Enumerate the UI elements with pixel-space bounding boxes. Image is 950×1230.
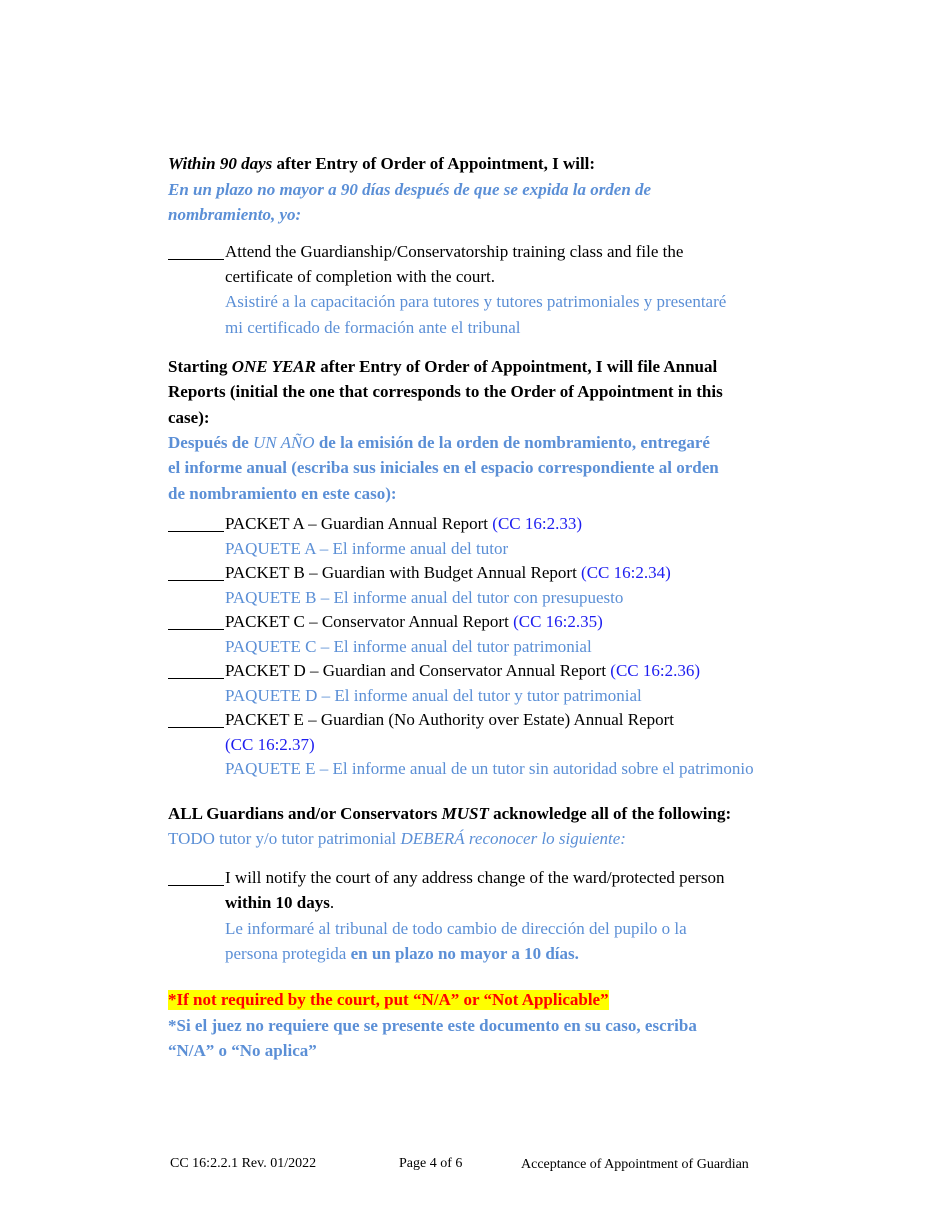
section2-heading-2: Reports (initial the one that corresponds to the Order of Appointment in this: [168, 382, 723, 401]
packet-e-cc: (CC 16:2.37): [225, 735, 315, 754]
initial-blank-training[interactable]: [168, 244, 224, 260]
initial-blank-packet-d[interactable]: [168, 663, 224, 679]
training-item-en-2: certificate of completion with the court.: [225, 267, 496, 286]
address-change-en-2: within 10 days.: [225, 893, 335, 912]
training-item-en-1: Attend the Guardianship/Conservatorship training class and file the: [225, 242, 684, 261]
packet-e-en: PACKET E – Guardian (No Authority over Estate) Annual Report: [225, 710, 675, 729]
packet-c-es: PAQUETE C – El informe anual del tutor patrimonial: [225, 637, 592, 656]
section2-heading-es-2: el informe anual (escriba sus iniciales en el espacio correspondiente al orden: [168, 458, 719, 477]
footer-page-number: Page 4 of 6: [399, 1156, 463, 1171]
section1-heading: Within 90 days after Entry of Order of Appointment, I will:: [168, 154, 596, 173]
packet-b-es: PAQUETE B – El informe anual del tutor con presupuesto: [225, 588, 624, 607]
packet-c-en: PACKET C – Conservator Annual Report (CC 16:2.35): [225, 612, 603, 631]
initial-blank-address-change[interactable]: [168, 870, 224, 886]
footer-form-id: CC 16:2.2.1 Rev. 01/2022: [170, 1156, 317, 1171]
section1-heading-es-1: En un plazo no mayor a 90 días después de que se expida la orden de: [168, 180, 652, 199]
section2-heading-3: case):: [168, 408, 210, 427]
packet-e-es: PAQUETE E – El informe anual de un tutor sin autoridad sobre el patrimonio: [225, 759, 754, 778]
packet-b-en: PACKET B – Guardian with Budget Annual Report (CC 16:2.34): [225, 563, 671, 582]
section3-heading: ALL Guardians and/or Conservators MUST acknowledge all of the following:: [168, 804, 732, 823]
na-note-en: *If not required by the court, put “N/A” or “Not Applicable”: [168, 990, 609, 1009]
training-item-es-1: Asistiré a la capacitación para tutores y tutores patrimoniales y presentaré: [225, 292, 727, 311]
packet-a-es: PAQUETE A – El informe anual del tutor: [225, 539, 509, 558]
section2-heading-es-1: Después de UN AÑO de la emisión de la orden de nombramiento, entregaré: [168, 433, 710, 452]
packet-d-es: PAQUETE D – El informe anual del tutor y tutor patrimonial: [225, 686, 642, 705]
initial-blank-packet-e[interactable]: [168, 712, 224, 728]
address-change-en-1: I will notify the court of any address change of the ward/protected person: [225, 868, 725, 887]
footer-form-title: Acceptance of Appointment of Guardian: [521, 1157, 749, 1172]
training-item-es-2: mi certificado de formación ante el tribunal: [225, 318, 521, 337]
section2-heading-1: Starting ONE YEAR after Entry of Order of Appointment, I will file Annual: [168, 357, 718, 376]
address-change-es-2: persona protegida en un plazo no mayor a 10 días.: [225, 944, 579, 963]
initial-blank-packet-c[interactable]: [168, 614, 224, 630]
packet-a-en: PACKET A – Guardian Annual Report (CC 16:2.33): [225, 514, 583, 533]
section3-heading-es: TODO tutor y/o tutor patrimonial DEBERÁ reconocer lo siguiente:: [168, 829, 626, 848]
section1-heading-es-2: nombramiento, yo:: [168, 205, 302, 224]
address-change-es-1: Le informaré al tribunal de todo cambio de dirección del pupilo o la: [225, 919, 687, 938]
section2-heading-es-3: de nombramiento en este caso):: [168, 484, 397, 503]
na-note-es-1: *Si el juez no requiere que se presente este documento en su caso, escriba: [168, 1016, 697, 1035]
na-note-es-2: “N/A” o “No aplica”: [168, 1041, 317, 1060]
packet-d-en: PACKET D – Guardian and Conservator Annual Report (CC 16:2.36): [225, 661, 701, 680]
initial-blank-packet-a[interactable]: [168, 516, 224, 532]
initial-blank-packet-b[interactable]: [168, 565, 224, 581]
